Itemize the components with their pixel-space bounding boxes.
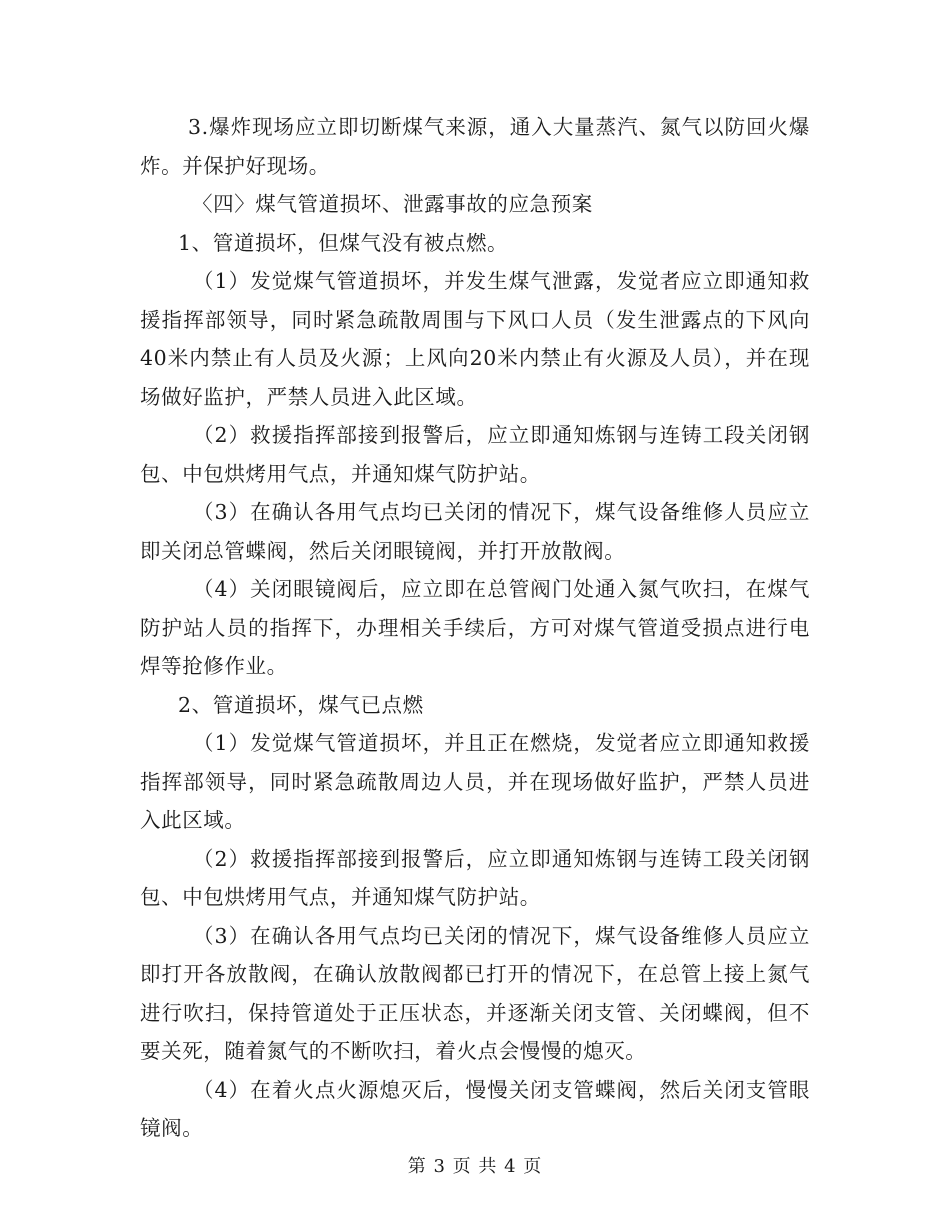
paragraph-explosion-site: 3.爆炸现场应立即切断煤气来源，通入大量蒸汽、氮气以防回火爆炸。并保护好现场。: [140, 115, 810, 178]
subheading-pipe-damaged-ignited: 2、管道损坏，煤气已点燃: [178, 692, 424, 717]
paragraph-step-3-not-ignited: （3）在确认各用气点均已关闭的情况下，煤气设备维修人员应立即关闭总管蝶阀，然后关闭眼镜阀，并打开放散阀。: [140, 500, 810, 563]
paragraph-step-1-ignited: （1）发觉煤气管道损坏，并且正在燃烧，发觉者应立即通知救援指挥部领导，同时紧急疏散周边人员，并在现场做好监护，严禁人员进入此区域。: [140, 731, 810, 832]
paragraph-step-2-not-ignited: （2）救援指挥部接到报警后，应立即通知炼钢与连铸工段关闭钢包、中包烘烤用气点，并通知煤气防护站。: [140, 423, 810, 486]
paragraph-step-4-ignited: （4）在着火点火源熄灭后，慢慢关闭支管蝶阀，然后关闭支管眼镜阀。: [140, 1077, 810, 1140]
document-body: [140, 108, 810, 1148]
subheading-pipe-damaged-not-ignited: 1、管道损坏，但煤气没有被点燃。: [178, 230, 509, 255]
paragraph-step-1-not-ignited: （1）发觉煤气管道损坏，并发生煤气泄露，发觉者应立即通知救援指挥部领导，同时紧急疏散周围与下风口人员（发生泄露点的下风向40米内禁止有人员及火源；上风向20米内禁止有火源及人员），并在现场做好监护，严禁人员进入此区域。: [140, 269, 810, 409]
paragraph-step-4-not-ignited: （4）关闭眼镜阀后，应立即在总管阀门处通入氮气吹扫，在煤气防护站人员的指挥下，办理相关手续后，方可对煤气管道受损点进行电焊等抢修作业。: [140, 577, 810, 678]
paragraph-step-2-ignited: （2）救援指挥部接到报警后，应立即通知炼钢与连铸工段关闭钢包、中包烘烤用气点，并通知煤气防护站。: [140, 846, 810, 909]
paragraph-step-3-ignited: （3）在确认各用气点均已关闭的情况下，煤气设备维修人员应立即打开各放散阀，在确认放散阀都已打开的情况下，在总管上接上氮气进行吹扫，保持管道处于正压状态，并逐渐关闭支管、关闭蝶阀，但不要关死，随着氮气的不断吹扫，着火点会慢慢的熄灭。: [140, 923, 810, 1063]
page-number-footer: 第 3 页 共 4 页: [407, 1156, 543, 1177]
section-heading-pipeline-leak: 〈四〉煤气管道损坏、泄露事故的应急预案: [192, 192, 593, 216]
